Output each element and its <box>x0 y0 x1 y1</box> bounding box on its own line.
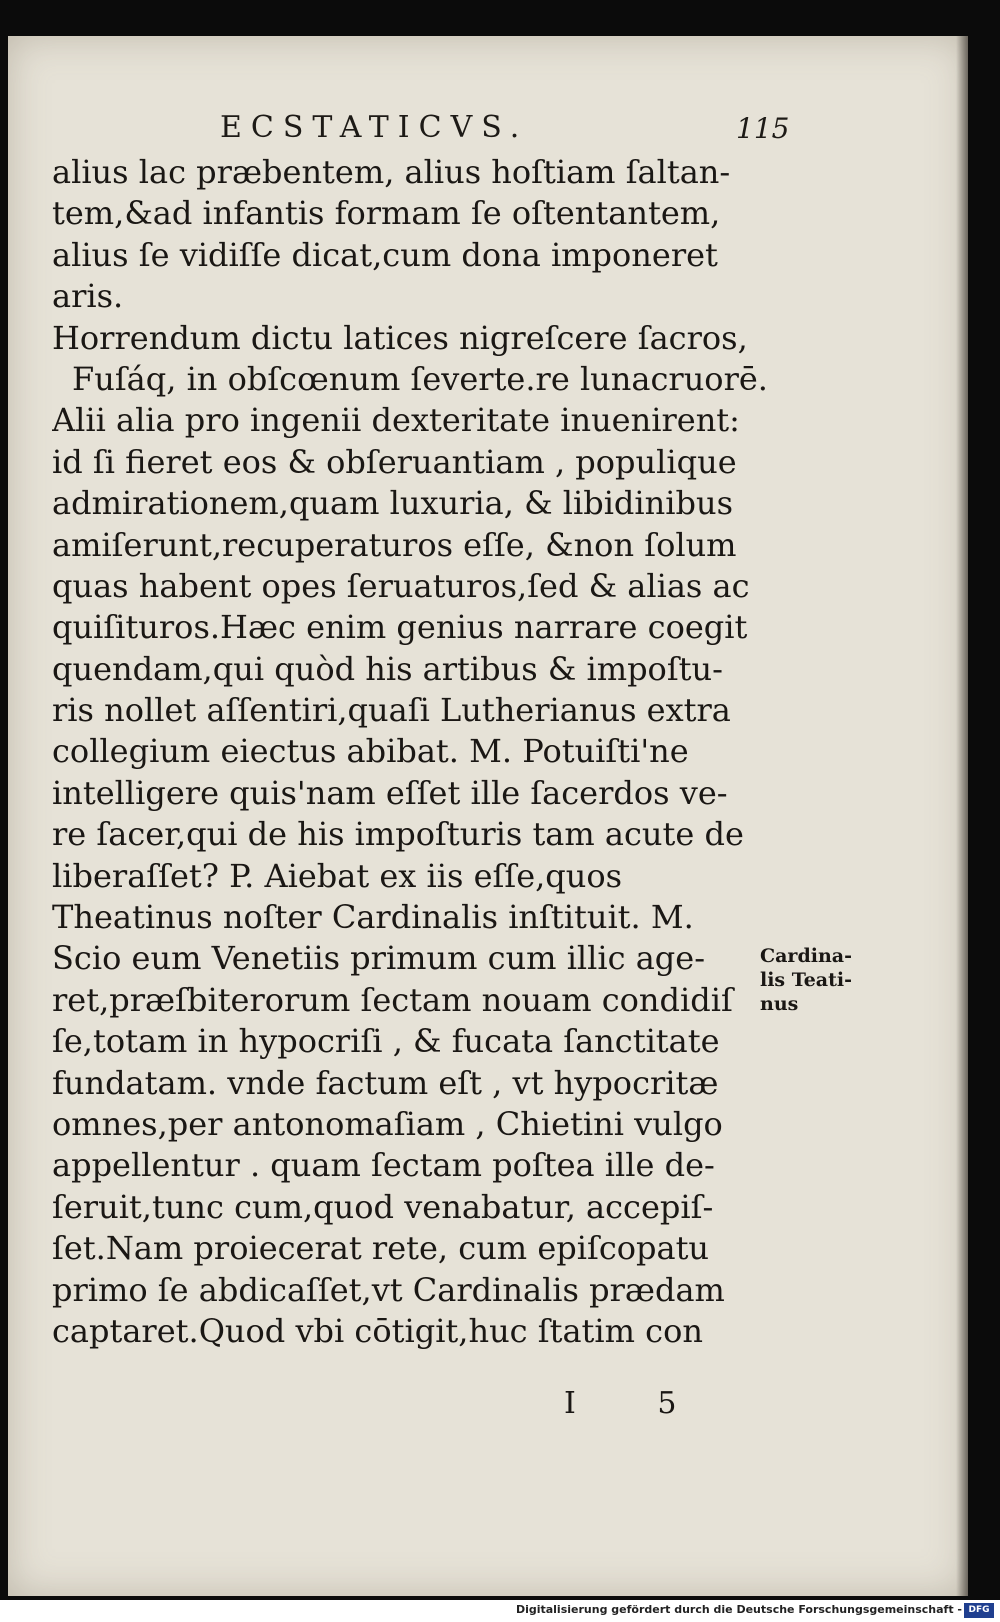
marginal-note <box>760 944 880 1016</box>
page-number: 115 <box>736 112 790 145</box>
text-line: quiſituros.Hæc enim genius narrare coegit <box>52 608 748 647</box>
signature-mark: I 5 <box>564 1386 713 1421</box>
digitization-footer <box>0 1600 1000 1622</box>
book-page <box>8 36 968 1596</box>
text-line: ret,præſbiterorum ſectam nouam condidiſ <box>52 980 733 1019</box>
text-line: admirationem,quam luxuria, & libidinibus <box>52 484 733 523</box>
text-line: ſet.Nam proiecerat rete, cum epiſcopatu <box>52 1229 710 1268</box>
text-line: quas habent opes ſeruaturos,ſed & alias ac <box>52 566 750 605</box>
dfg-logo: DFG <box>964 1603 994 1618</box>
text-line: appellentur . quam ſectam poſtea ille de- <box>52 1146 715 1185</box>
body-text <box>52 152 772 1352</box>
text-line: collegium eiectus abibat. M. Potuiſti'ne <box>52 732 689 771</box>
text-line: Alii alia pro ingenii dexteritate inuenirent: <box>52 401 740 440</box>
marginal-note-line: lis Teati- <box>760 969 852 991</box>
text-line: intelligere quis'nam eſſet ille ſacerdos ve- <box>52 773 728 812</box>
marginal-note-line: nus <box>760 993 799 1015</box>
text-line: id ſi fieret eos & obſeruantiam , populique <box>52 442 737 481</box>
footer-credit: Digitalisierung gefördert durch die Deutsche Forschungsgemeinschaft - <box>515 1603 962 1616</box>
text-line: alius lac præbentem, alius hoſtiam ſaltan- <box>52 153 731 191</box>
text-line: aris. <box>52 277 124 316</box>
text-line: quendam,qui quòd his artibus & impoſtu- <box>52 649 723 688</box>
running-title: ECSTATICVS. <box>220 110 529 145</box>
text-line: alius ſe vidiſſe dicat,cum dona imponeret <box>52 235 718 274</box>
running-head <box>8 110 968 150</box>
text-line: ſeruit,tunc cum,quod venabatur, accepiſ- <box>52 1187 714 1226</box>
text-line: Theatinus noſter Cardinalis inſtituit. M. <box>52 898 694 937</box>
verse-line: Horrendum dictu latices nigreſcere ſacros, <box>52 318 748 357</box>
text-line: ris nollet aſſentiri,quaſi Lutherianus extra <box>52 691 731 730</box>
text-line: liberaſſet? P. Aiebat ex iis eſſe,quos <box>52 856 623 895</box>
marginal-note-line: Cardina- <box>760 945 852 967</box>
text-line: fundatam. vnde factum eſt , vt hypocritæ <box>52 1063 719 1102</box>
text-line: re ſacer,qui de his impoſturis tam acute de <box>52 815 744 854</box>
text-line: Scio eum Venetiis primum cum illic age- <box>52 939 706 978</box>
text-line: primo ſe abdicaſſet,vt Cardinalis prædam <box>52 1270 725 1309</box>
text-line: omnes,per antonomaſiam , Chietini vulgo <box>52 1104 723 1143</box>
text-line: captaret.Quod vbi cōtigit,huc ſtatim con <box>52 1311 703 1350</box>
text-line: tem,&ad infantis formam ſe oſtentantem, <box>52 194 721 233</box>
text-line: ſe,totam in hypocriſi , & fucata ſanctitate <box>52 1022 720 1061</box>
text-line: amiſerunt,recuperaturos eſſe, &non ſolum <box>52 525 737 564</box>
verse-line: Fuſáq, in obſcœnum ſeverte.re lunacruorē. <box>72 359 768 398</box>
